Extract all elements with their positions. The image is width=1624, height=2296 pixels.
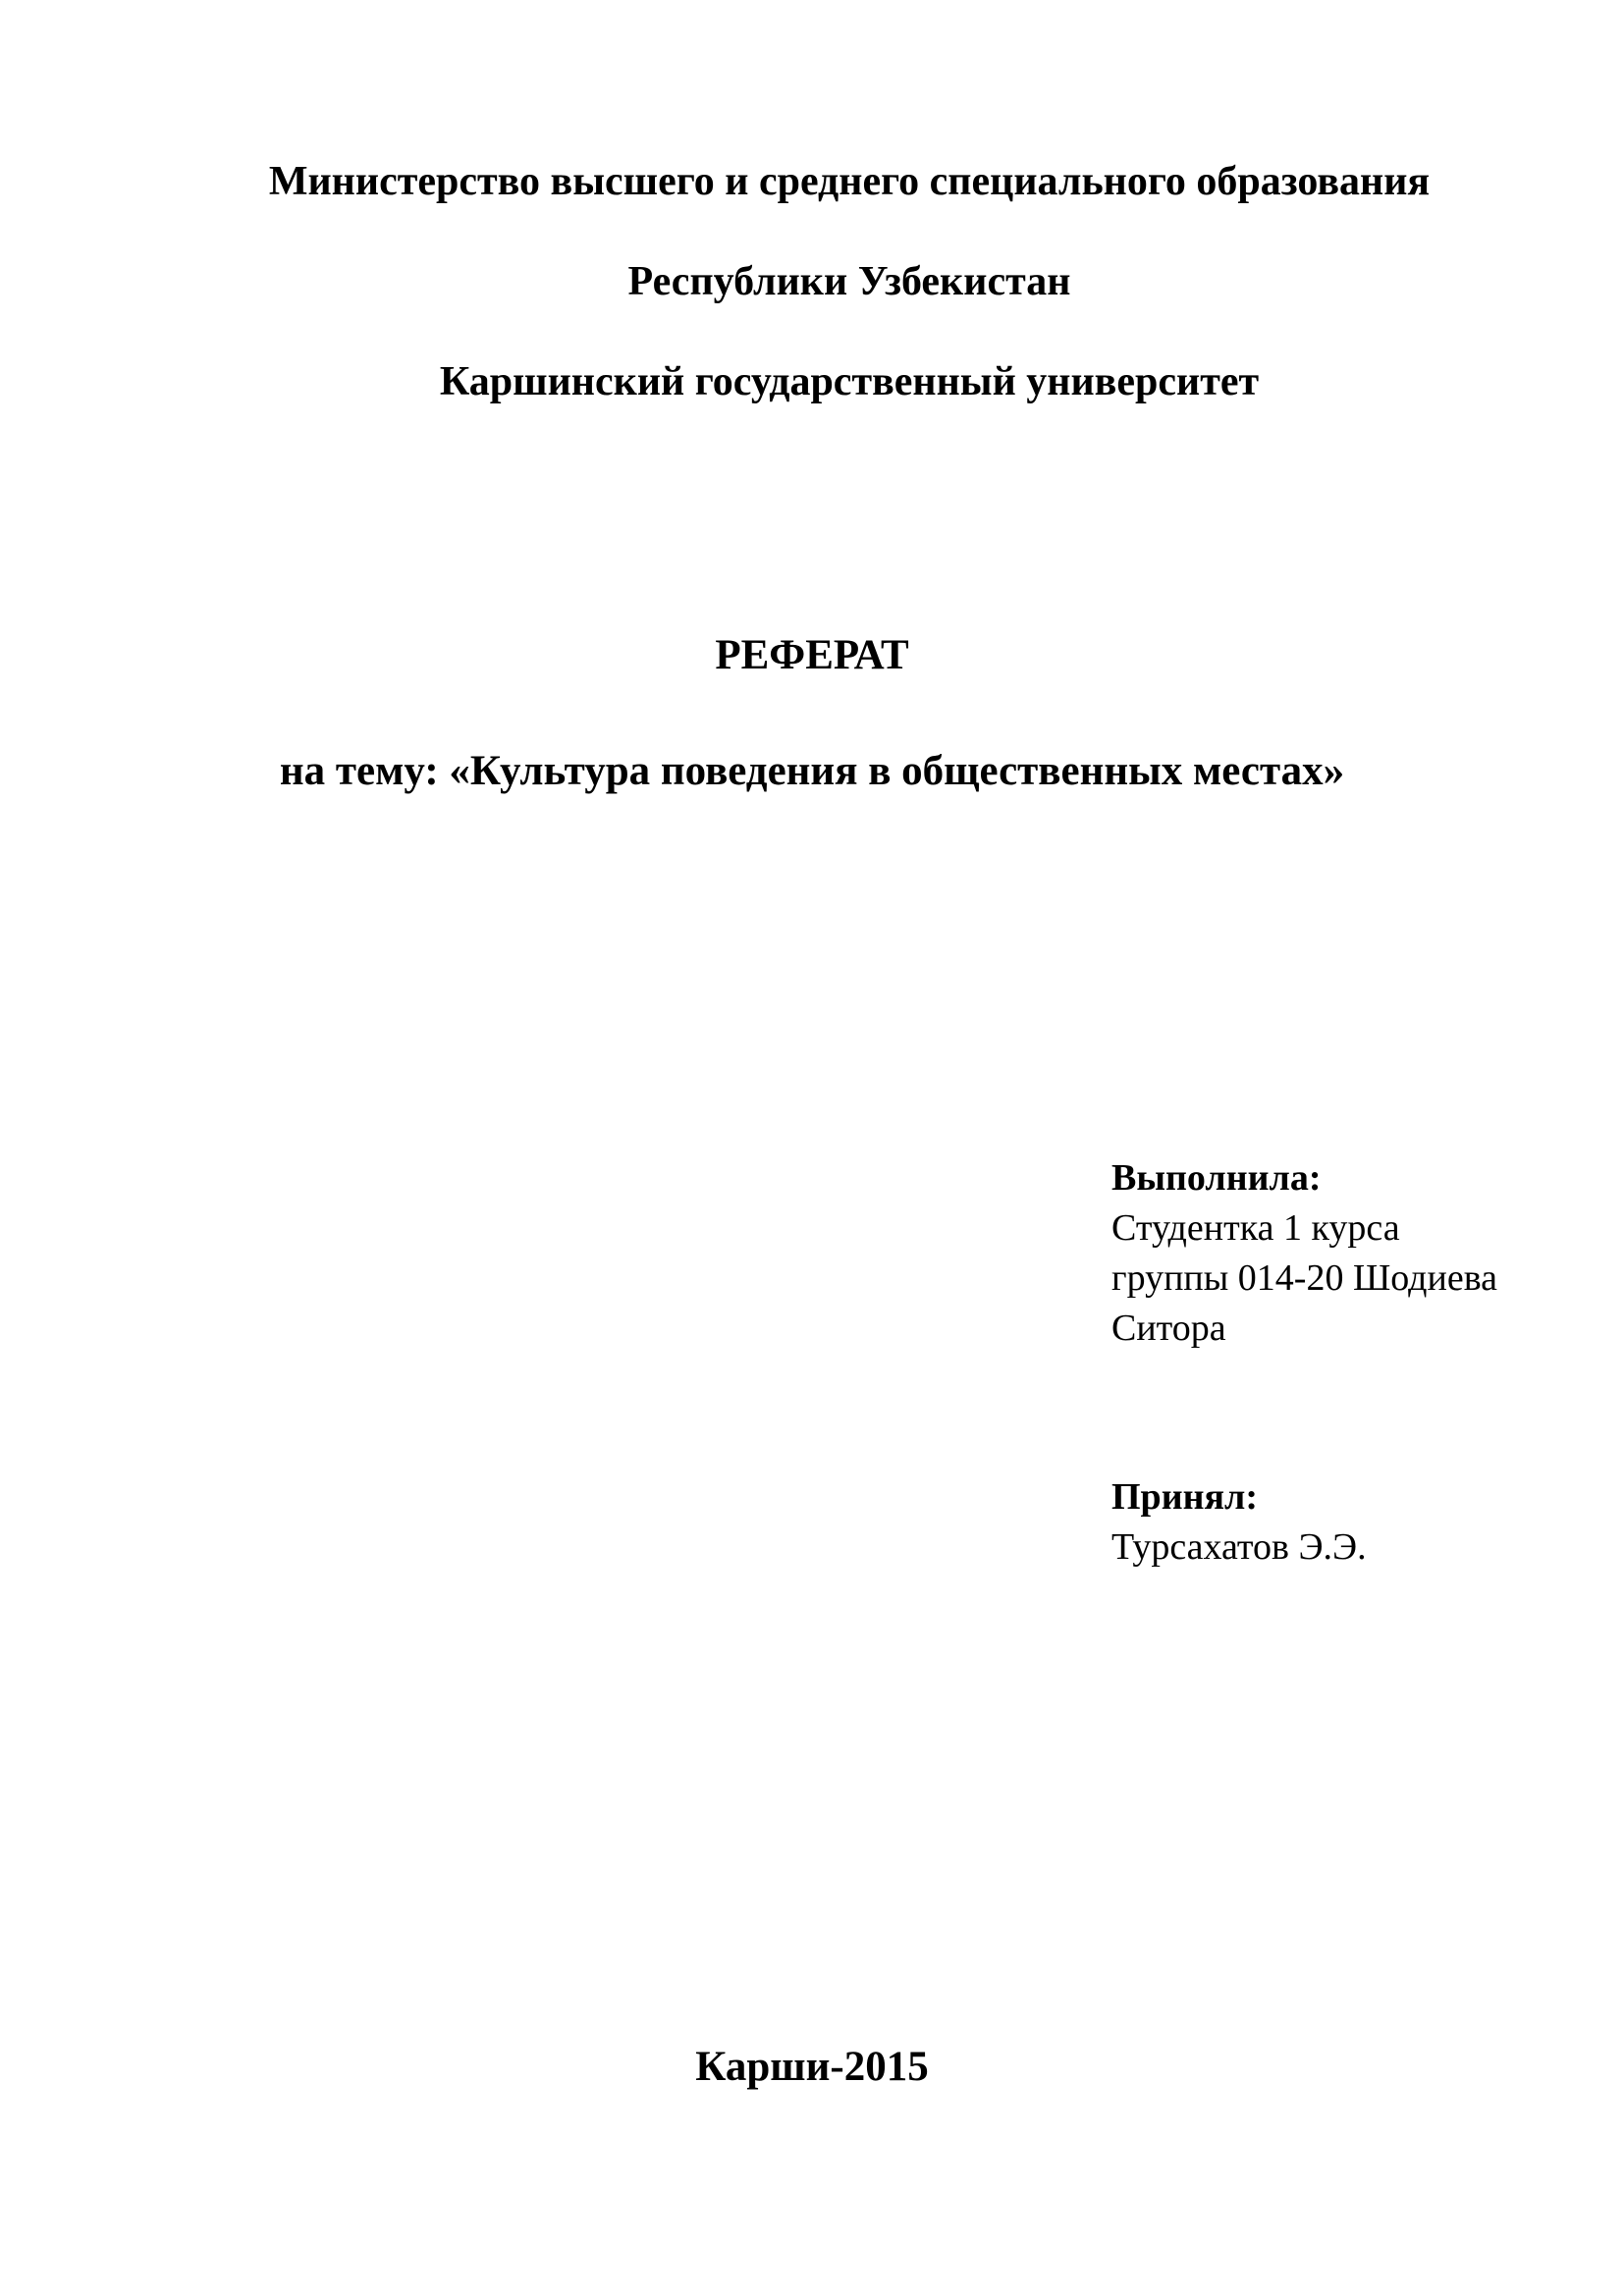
reviewer-label: Принял:: [1111, 1476, 1259, 1518]
author-label: Выполнила:: [1111, 1157, 1322, 1199]
author-name-line: Ситора: [1111, 1308, 1226, 1349]
document-type-title: РЕФЕРАТ: [715, 632, 909, 678]
university-line: Каршинский государственный университет: [439, 359, 1260, 404]
author-group-line: группы 014-20 Шодиева: [1111, 1257, 1498, 1299]
reviewer-block: [1111, 1472, 1524, 1573]
republic-line: Республики Узбекистан: [627, 259, 1071, 304]
document-topic: на тему: «Культура поведения в общественных местах»: [279, 748, 1345, 794]
reviewer-name: Турсахатов Э.Э.: [1111, 1526, 1367, 1568]
author-block: [1111, 1153, 1524, 1354]
footer-city-year: Карши-2015: [695, 2044, 929, 2090]
author-course-line: Студентка 1 курса: [1111, 1207, 1400, 1249]
ministry-line: Министерство высшего и среднего специального образования: [268, 159, 1431, 204]
